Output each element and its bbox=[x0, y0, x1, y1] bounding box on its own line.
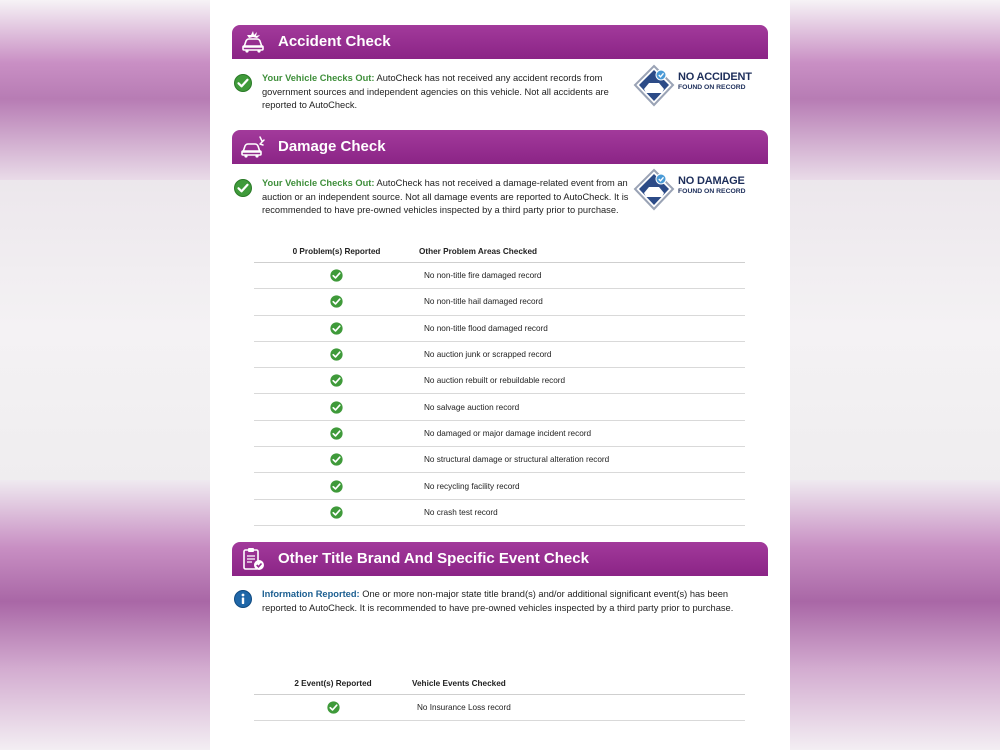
check-circle-icon bbox=[330, 453, 343, 466]
report-page bbox=[210, 0, 790, 750]
column-header-events: 2 Event(s) Reported bbox=[254, 672, 412, 695]
check-description: No structural damage or structural alteration record bbox=[419, 447, 745, 473]
check-circle-icon bbox=[330, 374, 343, 387]
status-text bbox=[262, 177, 632, 218]
status-cell bbox=[254, 315, 419, 341]
check-circle-icon bbox=[234, 74, 252, 92]
clipboard-check-icon bbox=[240, 547, 266, 571]
table-row bbox=[254, 315, 745, 341]
title-brand-checks-table bbox=[254, 672, 745, 721]
no-accident-badge bbox=[632, 64, 762, 108]
check-circle-icon bbox=[330, 401, 343, 414]
badge-title: NO ACCIDENT bbox=[678, 71, 752, 83]
title-brand-check-header bbox=[232, 542, 768, 576]
table-row bbox=[254, 499, 745, 525]
column-header-vehicle-events: Vehicle Events Checked bbox=[412, 672, 745, 695]
status-text bbox=[262, 72, 632, 113]
check-circle-icon bbox=[330, 322, 343, 335]
status-cell bbox=[254, 394, 419, 420]
info-circle-icon bbox=[234, 590, 252, 608]
status-cell bbox=[254, 341, 419, 367]
badge-subtitle: FOUND ON RECORD bbox=[678, 84, 746, 91]
check-circle-icon bbox=[330, 427, 343, 440]
check-circle-icon bbox=[330, 269, 343, 282]
check-description: No auction junk or scrapped record bbox=[419, 341, 745, 367]
table-header-row bbox=[254, 672, 745, 695]
damage-check-header bbox=[232, 130, 768, 164]
check-description: No non-title hail damaged record bbox=[419, 289, 745, 315]
table-row bbox=[254, 420, 745, 446]
status-text bbox=[262, 588, 742, 615]
check-circle-icon bbox=[330, 480, 343, 493]
column-header-areas: Other Problem Areas Checked bbox=[419, 240, 745, 263]
status-cell bbox=[254, 499, 419, 525]
table-row bbox=[254, 447, 745, 473]
status-description: AutoCheck has not received a damage-related event from an auction or an independent source. Not all damage events are reported to AutoCheck. It is recommended to have pre-owned vehicles inspected by a third party prior to purchase. bbox=[262, 178, 629, 215]
car-crash-icon bbox=[240, 30, 266, 54]
damage-checks-body bbox=[254, 263, 745, 526]
check-circle-icon bbox=[330, 348, 343, 361]
section-title: Accident Check bbox=[278, 33, 391, 50]
shield-badge-icon bbox=[632, 168, 676, 212]
check-circle-icon bbox=[330, 506, 343, 519]
check-description: No recycling facility record bbox=[419, 473, 745, 499]
table-row bbox=[254, 341, 745, 367]
check-description: No Insurance Loss record bbox=[412, 695, 745, 721]
status-cell bbox=[254, 420, 419, 446]
no-damage-badge bbox=[632, 168, 762, 212]
check-description: No non-title flood damaged record bbox=[419, 315, 745, 341]
status-cell bbox=[254, 289, 419, 315]
title-brand-checks-body bbox=[254, 695, 745, 721]
status-lead: Your Vehicle Checks Out: bbox=[262, 73, 375, 83]
check-description: No crash test record bbox=[419, 499, 745, 525]
badge-title: NO DAMAGE bbox=[678, 175, 745, 187]
check-description: No non-title fire damaged record bbox=[419, 263, 745, 289]
table-header-row bbox=[254, 240, 745, 263]
check-circle-icon bbox=[234, 179, 252, 197]
status-description: One or more non-major state title brand(s) and/or additional significant event(s) has been reported to AutoCheck. It is recommended to have pre-owned vehicles inspected by a third party prior to purchase. bbox=[262, 589, 734, 613]
check-circle-icon bbox=[330, 295, 343, 308]
status-cell bbox=[254, 447, 419, 473]
column-header-problems: 0 Problem(s) Reported bbox=[254, 240, 419, 263]
status-cell bbox=[254, 263, 419, 289]
status-cell bbox=[254, 695, 412, 721]
shield-badge-icon bbox=[632, 64, 676, 108]
status-cell bbox=[254, 473, 419, 499]
accident-check-header bbox=[232, 25, 768, 59]
table-row bbox=[254, 368, 745, 394]
damage-checks-table bbox=[254, 240, 745, 526]
status-description: AutoCheck has not received any accident records from government sources and independent agencies on this vehicle. Not all accidents are reported to AutoCheck. bbox=[262, 73, 609, 110]
table-row bbox=[254, 695, 745, 721]
check-description: No salvage auction record bbox=[419, 394, 745, 420]
status-lead: Information Reported: bbox=[262, 589, 360, 599]
check-description: No auction rebuilt or rebuildable record bbox=[419, 368, 745, 394]
badge-subtitle: FOUND ON RECORD bbox=[678, 188, 746, 195]
section-title: Other Title Brand And Specific Event Check bbox=[278, 550, 589, 567]
check-circle-icon bbox=[327, 701, 340, 714]
table-row bbox=[254, 473, 745, 499]
status-lead: Your Vehicle Checks Out: bbox=[262, 178, 375, 188]
table-row bbox=[254, 263, 745, 289]
car-damage-icon bbox=[240, 135, 266, 159]
status-cell bbox=[254, 368, 419, 394]
table-row bbox=[254, 289, 745, 315]
check-description: No damaged or major damage incident record bbox=[419, 420, 745, 446]
table-row bbox=[254, 394, 745, 420]
section-title: Damage Check bbox=[278, 138, 386, 155]
